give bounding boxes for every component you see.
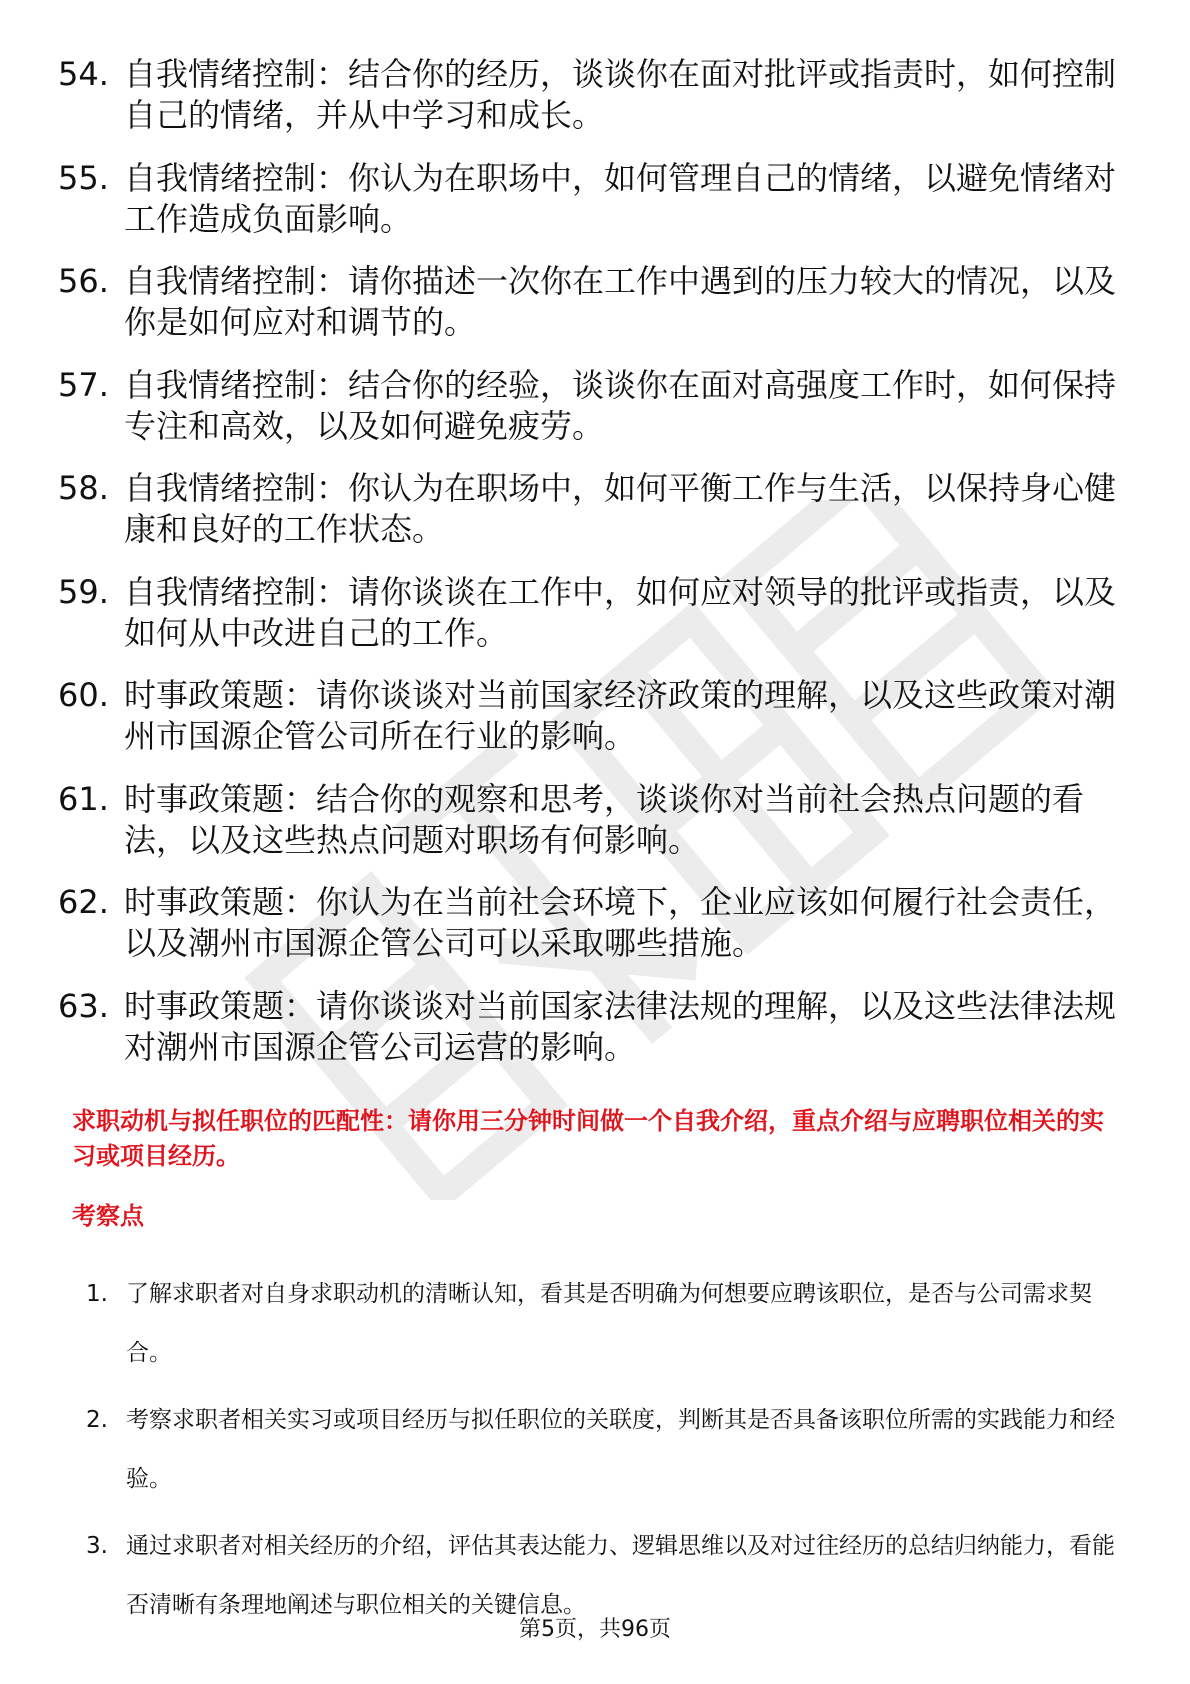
list-item	[58, 779, 1118, 861]
item-number: 60.	[58, 676, 109, 714]
item-number: 56.	[58, 262, 109, 300]
page-footer: 第5页，共96页	[519, 1617, 671, 1642]
list-item	[58, 882, 1118, 964]
item-number: 54.	[58, 55, 109, 93]
section-title: 考察点	[72, 1202, 144, 1230]
list-item	[86, 1391, 1126, 1509]
list-item	[58, 675, 1118, 757]
item-text: 自我情绪控制：结合你的经验，谈谈你在面对高强度工作时，如何保持专注和高效，以及如何避免疲劳。	[124, 365, 1117, 445]
item-number: 2.	[86, 1407, 108, 1433]
list-item	[58, 158, 1118, 240]
item-text: 自我情绪控制：你认为在职场中，如何管理自己的情绪，以避免情绪对工作造成负面影响。	[124, 158, 1117, 238]
item-text: 了解求职者对自身求职动机的清晰认知，看其是否明确为何想要应聘该职位，是否与公司需求契合。	[126, 1281, 1092, 1366]
list-item	[58, 261, 1118, 343]
list-item	[58, 54, 1118, 136]
item-number: 55.	[58, 158, 109, 197]
list-item	[58, 986, 1118, 1068]
item-text: 时事政策题：请你谈谈对当前国家法律法规的理解，以及这些法律法规对潮州市国源企管公司运营的影响。	[124, 986, 1117, 1066]
item-text: 时事政策题：你认为在当前社会环境下，企业应该如何履行社会责任，以及潮州市国源企管公司可以采取哪些措施。	[124, 883, 1117, 962]
item-text: 自我情绪控制：请你谈谈在工作中，如何应对领导的批评或指责，以及如何从中改进自己的工作。	[124, 572, 1117, 652]
item-text: 时事政策题：请你谈谈对当前国家经济政策的理解，以及这些政策对潮州市国源企管公司所在行业的影响。	[124, 676, 1117, 755]
list-item	[58, 572, 1118, 654]
item-text: 自我情绪控制：结合你的经历，谈谈你在面对批评或指责时，如何控制自己的情绪，并从中学习和成长。	[124, 55, 1117, 134]
item-number: 61.	[58, 779, 109, 818]
highlight-question: 求职动机与拟任职位的匹配性：请你用三分钟时间做一个自我介绍，重点介绍与应聘职位相关的实习或项目经历。	[72, 1107, 1104, 1170]
item-number: 63.	[58, 986, 109, 1025]
list-item	[86, 1265, 1126, 1383]
item-text: 考察求职者相关实习或项目经历与拟任职位的关联度，判断其是否具备该职位所需的实践能力和经验。	[126, 1407, 1115, 1492]
list-item	[58, 365, 1118, 447]
item-text: 自我情绪控制：你认为在职场中，如何平衡工作与生活，以保持身心健康和良好的工作状态。	[124, 469, 1117, 548]
item-text: 时事政策题：结合你的观察和思考，谈谈你对当前社会热点问题的看法，以及这些热点问题对职场有何影响。	[124, 779, 1085, 859]
question-list	[58, 54, 1118, 1089]
assessment-points-list	[86, 1265, 1126, 1643]
item-number: 59.	[58, 572, 109, 611]
item-number: 58.	[58, 469, 109, 507]
item-number: 1.	[86, 1281, 108, 1307]
item-number: 62.	[58, 883, 109, 921]
item-number: 57.	[58, 365, 109, 404]
list-item	[58, 468, 1118, 550]
item-text: 自我情绪控制：请你描述一次你在工作中遇到的压力较大的情况，以及你是如何应对和调节的。	[124, 262, 1117, 341]
item-text: 通过求职者对相关经历的介绍，评估其表达能力、逻辑思维以及对过往经历的总结归纳能力，看能否清晰有条理地阐述与职位相关的关键信息。	[126, 1533, 1115, 1618]
item-number: 3.	[86, 1533, 108, 1559]
